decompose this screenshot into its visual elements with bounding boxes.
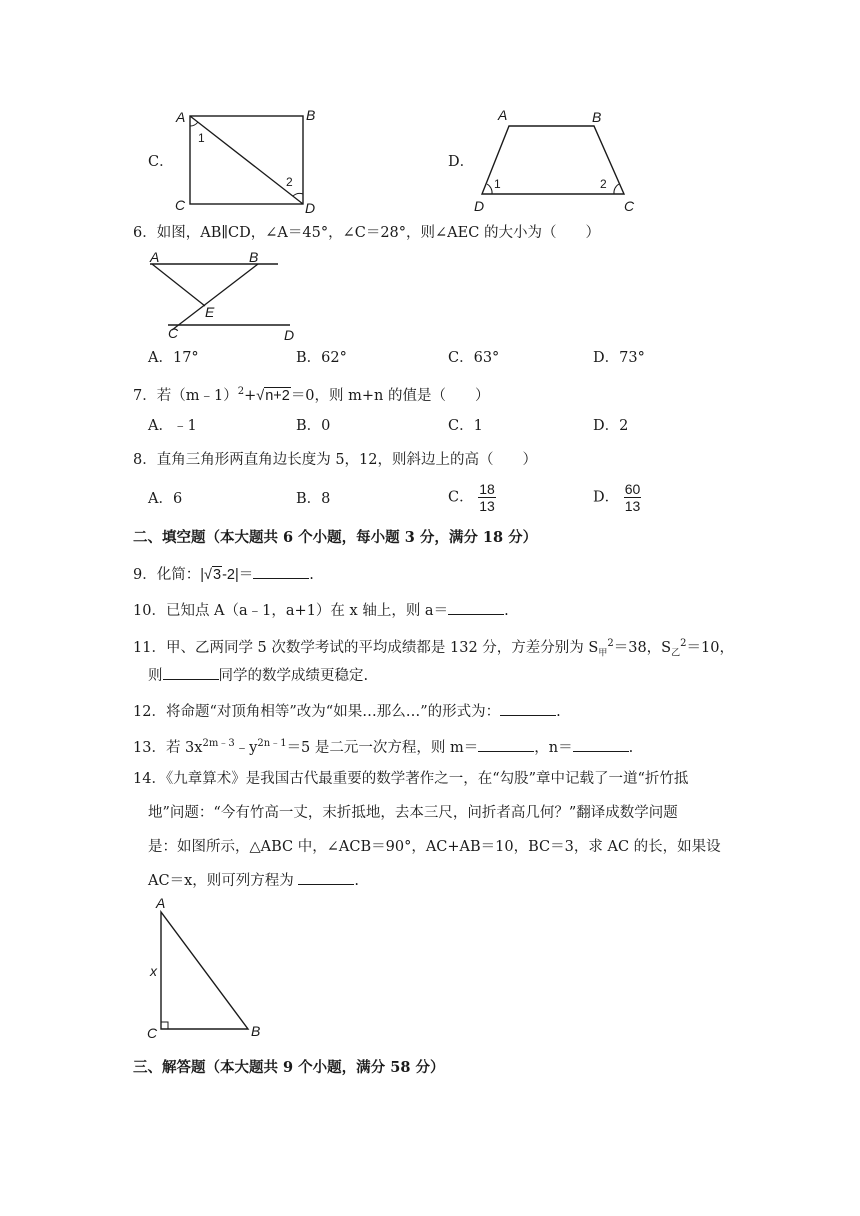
q12-pre: 12．将命题“对顶角相等”改为“如果…那么…”的形式为： — [133, 704, 501, 720]
q5d-angle-2: 2 — [600, 177, 607, 191]
q5d-label-a: A — [498, 107, 508, 123]
q5d-angle-1: 1 — [494, 177, 501, 191]
q5c-angle-2: 2 — [286, 175, 293, 189]
q13-end: . — [628, 739, 634, 756]
q11-line2-pre: 则 — [148, 668, 163, 684]
q7-pre: 7．若（m﹣1） — [133, 387, 238, 404]
q6-label-b: B — [249, 249, 259, 265]
q11-square-1: 2 — [607, 638, 614, 649]
q14-line4-pre: AC＝x，则可列方程为 — [148, 873, 294, 889]
q5d-label-d: D — [474, 198, 485, 214]
q7-option-c: C．1 — [448, 418, 483, 434]
q13-exponent-1: 2m﹣3 — [202, 738, 235, 749]
q7-radicand: n+2 — [265, 387, 290, 404]
q9-abs-left: | — [200, 567, 205, 583]
q14-line4-end: . — [354, 873, 359, 889]
q5c-label-d: D — [305, 200, 316, 216]
q13-exponent-2: 2n﹣1 — [257, 738, 287, 749]
q11-line2-post: 同学的数学成绩更稳定. — [218, 668, 369, 684]
q11-sub-yi: 乙 — [671, 648, 681, 659]
q8-option-c-label: C． — [448, 489, 474, 506]
q12-end: . — [556, 704, 561, 720]
q9-rest: -2| — [222, 567, 239, 583]
q13-pre: 13．若 3x — [133, 739, 203, 756]
q5c-label-a: A — [176, 109, 186, 125]
q11-sub-jia: 甲 — [598, 648, 608, 659]
q14-label-x: x — [150, 963, 157, 979]
q8c-denominator: 13 — [479, 498, 495, 514]
q8c-numerator: 18 — [479, 481, 495, 497]
q11-line1-post: ＝10， — [686, 639, 734, 656]
q6-option-b: B．62° — [296, 350, 347, 366]
q8-option-b: B．8 — [296, 491, 331, 507]
q7-sqrt: √n+2 — [256, 387, 290, 404]
q9-equals: ＝ — [238, 567, 254, 583]
q6-label-e: E — [205, 304, 215, 320]
q9-expression: |√3-2| — [200, 567, 239, 583]
q5c-label-b: B — [306, 107, 316, 123]
q13-post: ＝5 是二元一次方程，则 m＝ — [286, 739, 479, 756]
q6-option-d: D．73° — [593, 350, 645, 366]
q8-option-a: A．6 — [148, 491, 183, 507]
section-3-heading: 三、解答题（本大题共 9 个小题，满分 58 分） — [133, 1059, 445, 1076]
q11-mid: ＝38，S — [613, 639, 672, 656]
q14-line-3: 是：如图所示，△ABC 中，∠ACB＝90°，AC+AB＝10，BC＝3，求 AC 的长，如果设 — [148, 839, 721, 855]
section-2-heading: 二、填空题（本大题共 6 个小题，每小题 3 分，满分 18 分） — [133, 529, 538, 546]
q8d-numerator: 60 — [624, 481, 641, 497]
q9-radicand: 3 — [212, 567, 222, 583]
q7-option-d: D．2 — [593, 418, 629, 434]
q14-label-a: A — [156, 895, 166, 911]
q14-label-c: C — [147, 1025, 158, 1041]
q6-label-c: C — [168, 325, 179, 341]
q14-line-2: 地”问题：“今有竹高一丈，末折抵地，去本三尺，问折者高几何？”翻译成数学问题 — [148, 805, 678, 821]
q9-pre: 9．化简： — [133, 567, 201, 583]
q5d-label-b: B — [592, 109, 602, 125]
q5c-label-c: C — [175, 197, 186, 213]
q8-stem: 8．直角三角形两直角边长度为 5，12，则斜边上的高（ ） — [133, 452, 538, 468]
q6-option-a: A．17° — [148, 350, 199, 366]
q9-end: . — [309, 567, 314, 583]
q6-option-c: C．63° — [448, 350, 500, 366]
q7-exponent: 2 — [237, 386, 245, 397]
q5-option-d-label: D． — [448, 154, 475, 170]
q6-label-d: D — [284, 327, 295, 343]
q14-line-1: 14．《九章算术》是我国古代最重要的数学著作之一，在“勾股”章中记载了一道“折竹抵 — [133, 771, 689, 787]
q5c-angle-1: 1 — [198, 131, 205, 145]
q8d-denominator: 13 — [624, 498, 641, 514]
q7-option-a: A．﹣1 — [148, 418, 197, 434]
q6-label-a: A — [150, 249, 160, 265]
q10-end: . — [504, 603, 509, 619]
q7-plus: + — [244, 387, 257, 404]
q6-stem: 6．如图，AB∥CD，∠A＝45°，∠C＝28°，则∠AEC 的大小为（ ） — [133, 225, 600, 241]
q7-post: ＝0，则 m+n 的值是（ ） — [290, 387, 490, 404]
q13-comma: ，n＝ — [534, 739, 573, 756]
q7-option-b: B．0 — [296, 418, 331, 434]
q5d-label-c: C — [624, 198, 635, 214]
q13-mid: ﹣y — [234, 739, 258, 756]
q5-option-c-label: C． — [148, 154, 174, 170]
q14-label-b: B — [251, 1023, 261, 1039]
q8-option-d-label: D． — [593, 489, 620, 506]
q11-line1-pre: 11．甲、乙两同学 5 次数学考试的平均成绩都是 132 分，方差分别为 S — [133, 639, 599, 656]
q10-pre: 10．已知点 A（a﹣1，a+1）在 x 轴上，则 a＝ — [133, 603, 449, 619]
q11-square-2: 2 — [680, 638, 687, 649]
